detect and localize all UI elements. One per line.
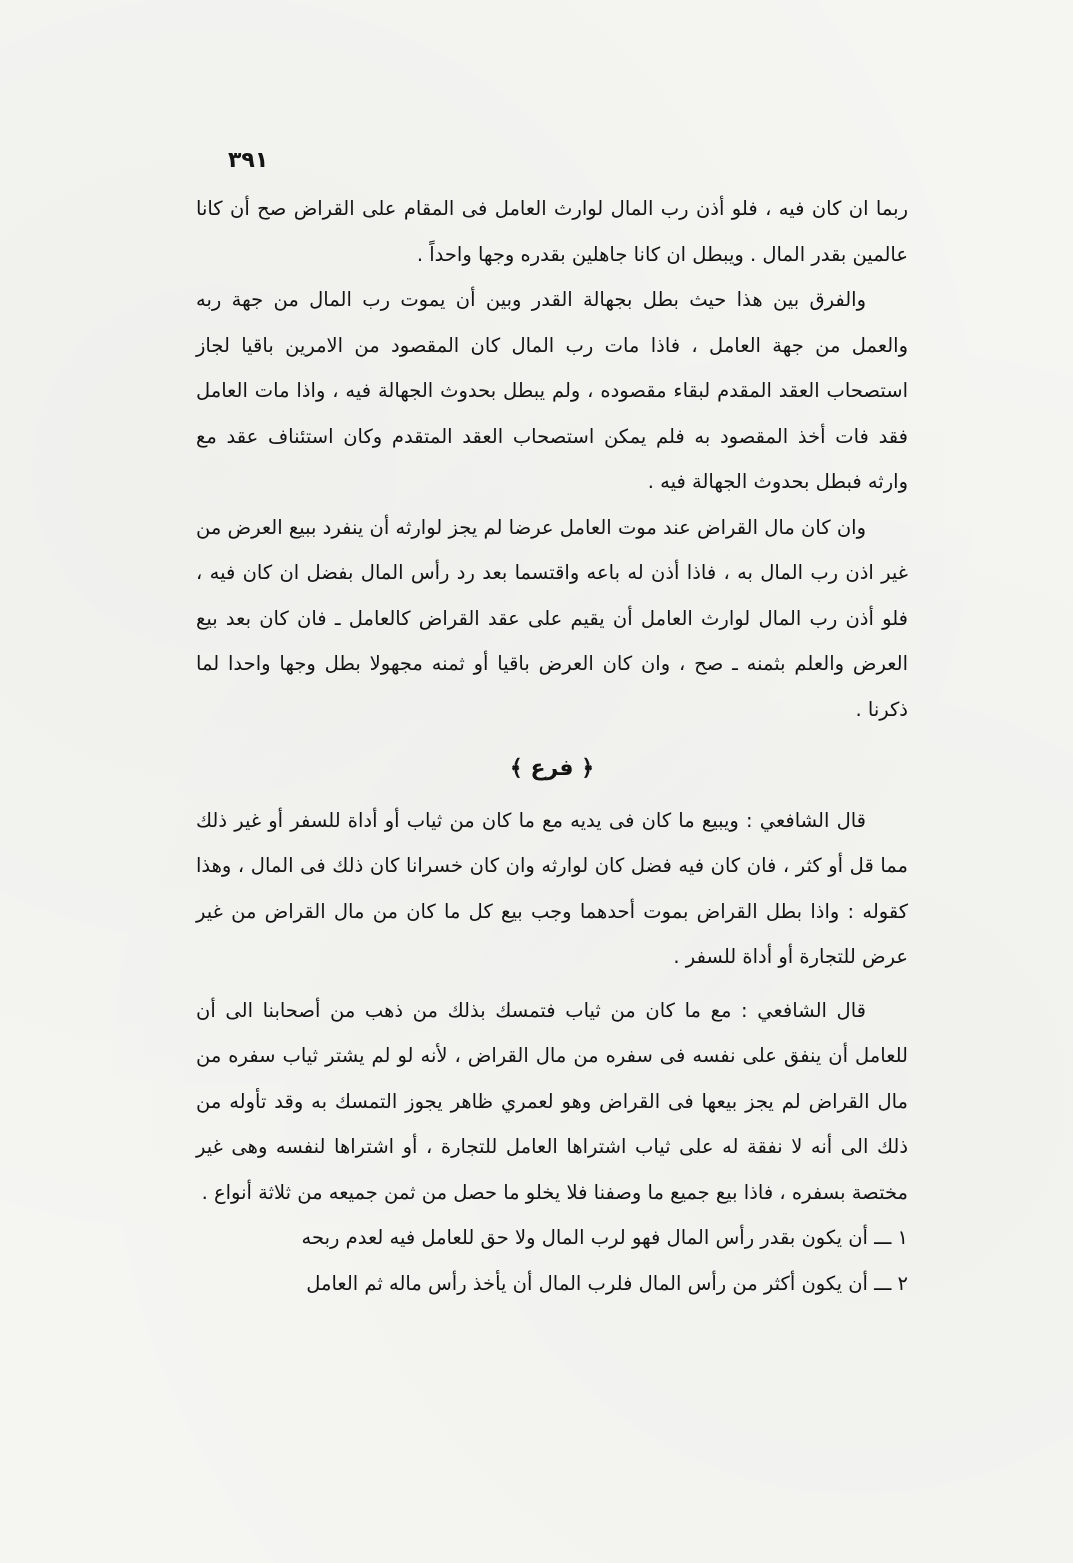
list-item: ١ ـــ أن يكون بقدر رأس المال فهو لرب المال ولا حق للعامل فيه لعدم ربحه [301,1226,908,1249]
paragraph: قال الشافعي : ويبيع ما كان فى يديه مع ما كان من ثياب أو أداة للسفر أو غير ذلك مما قل أو كثر ، فان كان فيه فضل كان لوارثه وان كان خسرانا كان ذلك فى المال ، وهذا كقوله : واذا بطل القراض بموت أحدهما وجب بيع كل ما كان من مال القراض من غير عرض للتجارة أو أداة للسفر . [196,808,908,968]
list-item: ٢ ـــ أن يكون أكثر من رأس المال فلرب المال أن يأخذ رأس ماله ثم العامل [306,1271,908,1295]
page-body [196,186,908,1306]
section-heading: ﴿ فرع ﴾ [509,756,595,781]
paragraph: والفرق بين هذا حيث بطل بجهالة القدر وبين أن يموت رب المال من جهة ربه والعمل من جهة العامل ، فاذا مات رب المال كان المقصود من الامرين باقيا لجاز استصحاب العقد المقدم لبقاء مقصوده ، ولم يبطل بحدوث الجهالة فيه ، واذا مات العامل فقد فات أخذ المقصود به فلم يمكن استصحاب العقد المتقدم وكان استئناف عقد مع وارثه فبطل بحدوث الجهالة فيه . [196,288,908,493]
paragraph: قال الشافعي : مع ما كان من ثياب فتمسك بذلك من ذهب من أصحابنا الى أن للعامل أن ينفق على نفسه فى سفره من مال القراض ، لأنه لو لم يشتر ثياب سفره من مال القراض لم يجز بيعها فى القراض وهو لعمري ظاهر يجوز التمسك به وقد تأوله من ذلك الى أنه لا نفقة له على ثياب اشتراها العامل للتجارة ، أو اشتراها لنفسه وهى غير مختصة بسفره ، فاذا بيع جميع ما وصفنا فلا يخلو ما حصل من ثمن جميعه من ثلاثة أنواع . [196,998,908,1204]
page-number: ٣٩١ [228,148,269,173]
paragraph: ربما ان كان فيه ، فلو أذن رب المال لوارث العامل فى المقام على القراض صح أن كانا عالمين بقدر المال . ويبطل ان كانا جاهلين بقدره وجها واحداً . [196,197,908,266]
paragraph: وان كان مال القراض عند موت العامل عرضا لم يجز لوارثه أن ينفرد ببيع العرض من غير اذن رب المال به ، فاذا أذن له باعه واقتسما بعد رد رأس المال بفضل ان كان فيه ، فلو أذن رب المال لوارث العامل أن يقيم على عقد القراض كالعامل ـ فان كان بعد بيع العرض والعلم بثمنه ـ صح ، وان كان العرض باقيا أو ثمنه مجهولا بطل وجها واحدا لما ذكرنا . [196,515,908,721]
